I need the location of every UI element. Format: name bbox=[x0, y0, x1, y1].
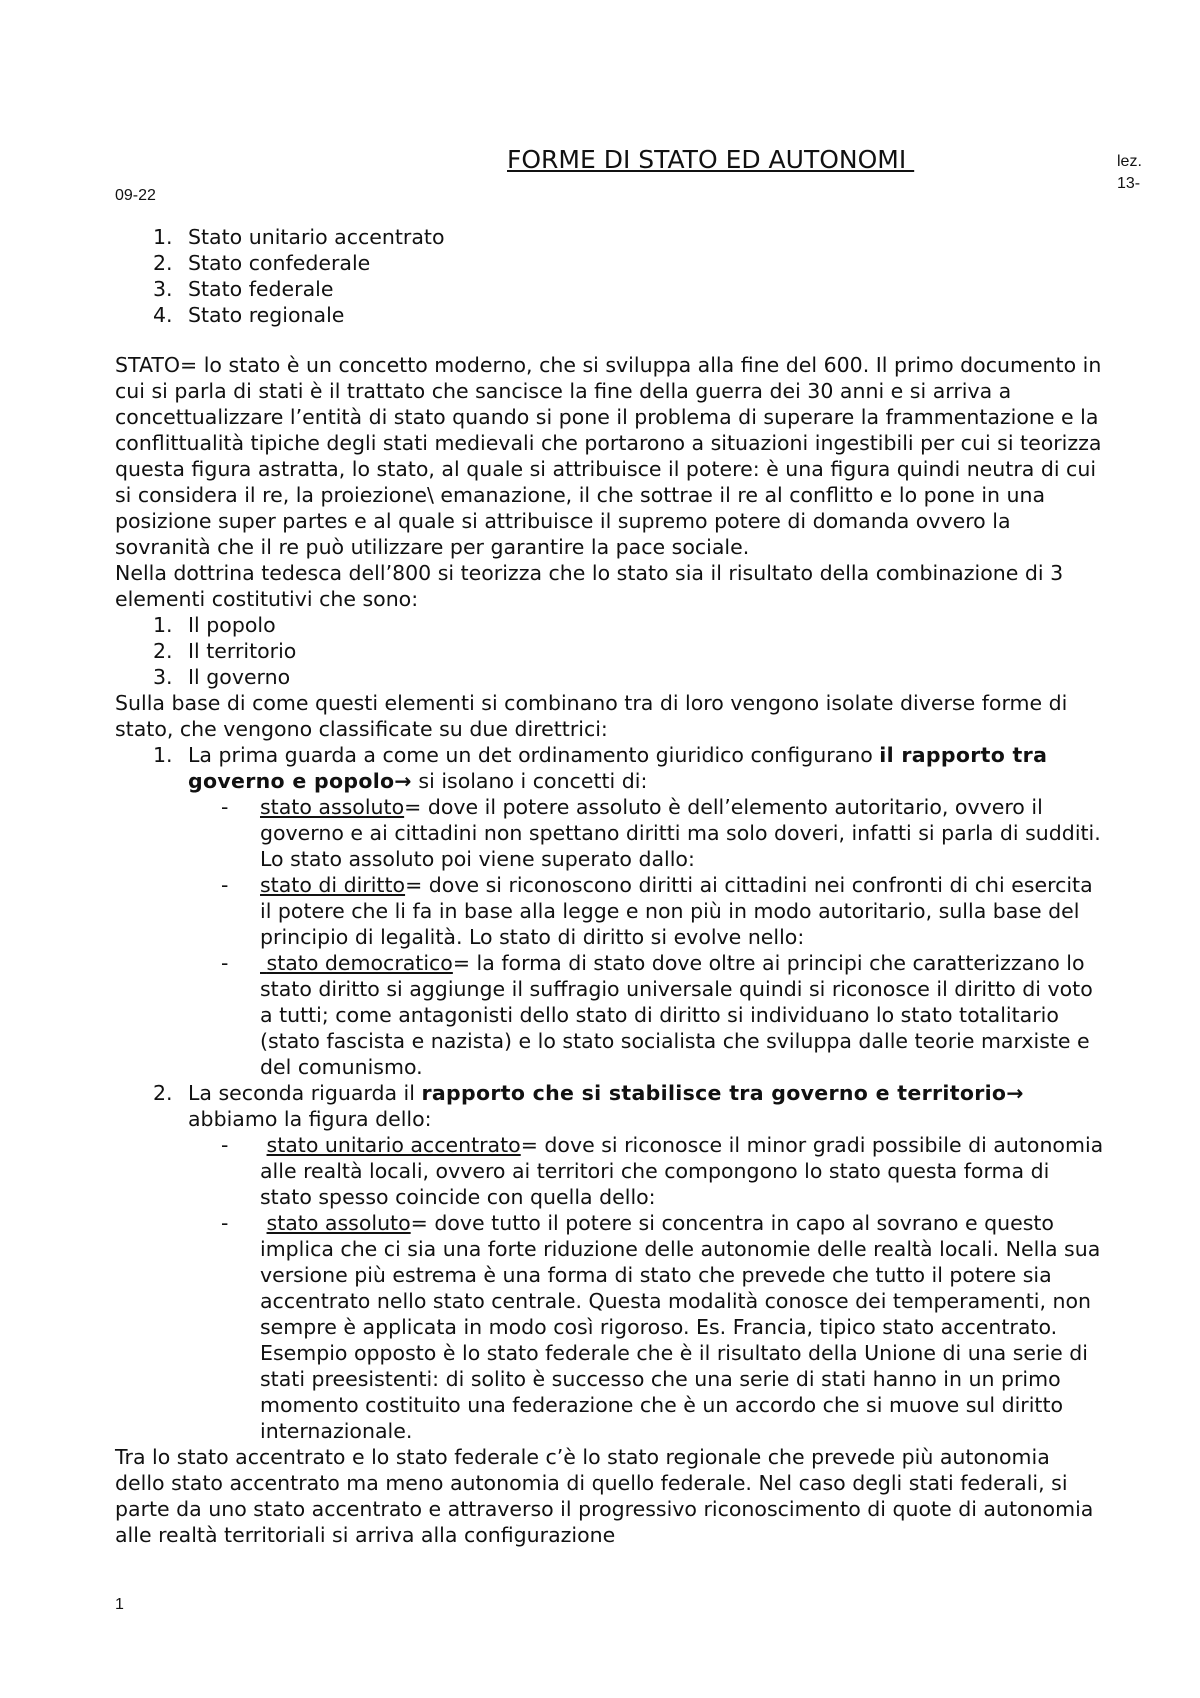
sublist-item bbox=[188, 872, 1105, 950]
direttrice-item bbox=[115, 1080, 1105, 1444]
list-item-text: Stato unitario accentrato bbox=[188, 225, 445, 249]
list-number: 1. bbox=[153, 743, 173, 767]
list-number: 1. bbox=[153, 225, 173, 249]
term-underlined: stato democratico bbox=[266, 951, 453, 975]
direttrice-text-after: abbiamo la figura dello: bbox=[188, 1107, 432, 1131]
page-number: 1 bbox=[115, 1596, 124, 1613]
term-definition: = dove il potere assoluto è dell’elemento autoritario, ovvero il governo e ai cittadini non spettano diritti ma solo doveri, infatti si parla di sudditi. Lo stato assoluto poi viene superato dallo: bbox=[260, 795, 1101, 871]
list-number: 1. bbox=[153, 613, 173, 637]
sublist-item bbox=[188, 1210, 1105, 1444]
term-definition: = dove si riconoscono diritti ai cittadini nei confronti di chi esercita il potere che li fa in base alla legge e non più in modo autoritario, sulla base del principio di legalità. Lo stato di diritto si evolve nello: bbox=[260, 873, 1093, 949]
direttrici-list bbox=[115, 742, 1105, 1444]
list-number: 4. bbox=[153, 303, 173, 327]
list-item-text: Stato confederale bbox=[188, 251, 371, 275]
direttrice-item bbox=[115, 742, 1105, 1080]
dash-bullet: - bbox=[221, 873, 229, 897]
paragraph-final: Tra lo stato accentrato e lo stato federale c’è lo stato regionale che prevede più autonomia dello stato accentrato ma meno autonomia di quello federale. Nel caso degli stati federali, si parte da uno stato accentrato e attraverso il progressivo riconoscimento di quote di autonomia alle realtà territoriali si arriva alla configurazione bbox=[115, 1445, 1094, 1547]
paragraph-stato: STATO= lo stato è un concetto moderno, che si sviluppa alla fine del 600. Il primo documento in cui si parla di stati è il trattato che sancisce la fine della guerra dei 30 anni e si arriva a concettualizzare l’entità di stato quando si pone il problema di superare la frammentazione e la conflittualità tipiche degli stati medievali che portarono a situazioni ingestibili per cui si teorizza questa figura astratta, lo stato, al quale si attribuisce il potere: è una figura quindi neutra di cui si considera il re, la proiezione\ emanazione, il che sottrae il re al conflitto e lo pone in una posizione super partes e al quale si attribuisce il supremo potere di domanda ovvero la sovranità che il re può utilizzare per garantire la pace sociale. bbox=[115, 353, 1102, 559]
list-item bbox=[115, 664, 1105, 690]
list-item-text: Il popolo bbox=[188, 613, 276, 637]
sublist-item bbox=[188, 950, 1105, 1080]
list-item-text: Il governo bbox=[188, 665, 291, 689]
list-number: 2. bbox=[153, 1081, 173, 1105]
sublist bbox=[188, 794, 1105, 1080]
list-number: 3. bbox=[153, 277, 173, 301]
title-line bbox=[115, 145, 1142, 192]
paragraph-base: Sulla base di come questi elementi si combinano tra di loro vengono isolate diverse forme di stato, che vengono classificate su due direttrici: bbox=[115, 691, 1068, 741]
direttrice-text: La prima guarda a come un det ordinamento giuridico configurano bbox=[188, 743, 880, 767]
term-definition: = dove si riconosce il minor gradi possibile di autonomia alle realtà locali, ovvero ai territori che compongono lo stato questa forma di stato spesso coincide con quella dello: bbox=[260, 1133, 1104, 1209]
term-definition: = la forma di stato dove oltre ai principi che caratterizzano lo stato diritto si aggiunge il suffragio universale quindi si riconosce il diritto di voto a tutti; come antagonisti dello stato di diritto si individuano lo stato totalitario (stato fascista e nazista) e lo stato socialista che sviluppa dalle teorie marxiste e del comunismo. bbox=[260, 951, 1093, 1079]
list-item bbox=[115, 638, 1105, 664]
sublist bbox=[188, 1132, 1105, 1444]
arrow-right-icon: → bbox=[1006, 1081, 1024, 1105]
spacer bbox=[115, 328, 1105, 352]
dash-bullet: - bbox=[221, 1133, 229, 1157]
term-underlined: stato unitario accentrato bbox=[266, 1133, 521, 1157]
list-item bbox=[115, 612, 1105, 638]
page-title: FORME DI STATO ED AUTONOMI bbox=[507, 145, 915, 174]
sublist-item bbox=[188, 1132, 1105, 1210]
sublist-item bbox=[188, 794, 1105, 872]
dash-bullet: - bbox=[221, 795, 229, 819]
list-item-text: Stato regionale bbox=[188, 303, 345, 327]
list-number: 2. bbox=[153, 251, 173, 275]
list-number: 2. bbox=[153, 639, 173, 663]
lesson-date-part2: 09-22 bbox=[115, 187, 156, 204]
direttrice-bold: il rapporto tra governo e popolo bbox=[188, 743, 1048, 793]
list-number: 3. bbox=[153, 665, 173, 689]
term-underlined: stato assoluto bbox=[266, 1211, 411, 1235]
paragraph-dottrina: Nella dottrina tedesca dell’800 si teorizza che lo stato sia il risultato della combinazione di 3 elementi costitutivi che sono: bbox=[115, 561, 1064, 611]
arrow-right-icon: → bbox=[394, 769, 412, 793]
list-item bbox=[115, 302, 1105, 328]
term-underlined: stato di diritto bbox=[260, 873, 406, 897]
list-item bbox=[115, 250, 1105, 276]
document-body bbox=[115, 224, 1105, 1548]
term-underlined: stato assoluto bbox=[260, 795, 405, 819]
dash-bullet: - bbox=[221, 1211, 229, 1235]
dash-bullet: - bbox=[221, 951, 229, 975]
direttrice-bold: rapporto che si stabilisce tra governo e territorio bbox=[421, 1081, 1007, 1105]
list-item bbox=[115, 276, 1105, 302]
term-definition: = dove tutto il potere si concentra in capo al sovrano e questo implica che ci sia una forte riduzione delle autonomie delle realtà locali. Nella sua versione più estrema è una forma di stato che prevede che tutto il potere sia accentrato nello stato centrale. Questa modalità conosce dei temperamenti, non sempre è applicata in modo così rigoroso. Es. Francia, tipico stato accentrato. Esempio opposto è lo stato federale che è il risultato della Unione di una serie di stati preesistenti: di solito è successo che una serie di stati hanno in un primo momento costituito una federazione che è un accordo che si muove sul diritto internazionale. bbox=[260, 1211, 1101, 1443]
direttrice-text-after: si isolano i concetti di: bbox=[411, 769, 648, 793]
elementi-list bbox=[115, 612, 1105, 690]
direttrice-text: La seconda riguarda il bbox=[188, 1081, 422, 1105]
lesson-date-part1: lez. 13- bbox=[1117, 153, 1142, 192]
list-item bbox=[115, 224, 1105, 250]
list-item-text: Il territorio bbox=[188, 639, 297, 663]
list-item-text: Stato federale bbox=[188, 277, 334, 301]
intro-list bbox=[115, 224, 1105, 328]
